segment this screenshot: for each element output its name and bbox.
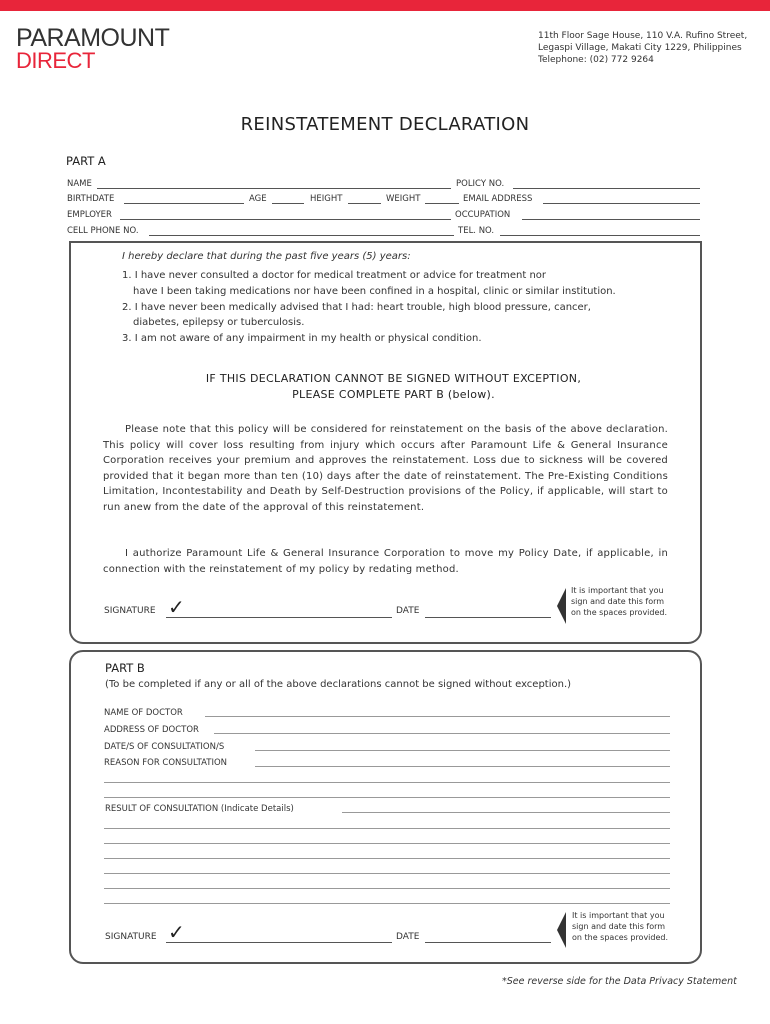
checkmark-icon: ✓ (168, 920, 185, 944)
company-address (538, 30, 747, 66)
part-b-subtitle: (To be completed if any or all of the above declarations cannot be signed without exception.) (105, 679, 572, 690)
declare-item-3: 3. I am not aware of any impairment in my health or physical condition. (122, 333, 482, 344)
tel-no-field[interactable] (500, 235, 700, 236)
sign-note-a-line-1: It is important that you (571, 586, 664, 595)
sign-note-b-line-3: on the spaces provided. (572, 933, 669, 942)
checkmark-icon: ✓ (168, 595, 185, 619)
declare-intro: I hereby declare that during the past five years (5) years: (122, 251, 411, 262)
consultation-reason-label: REASON FOR CONSULTATION (104, 758, 228, 768)
result-line-3[interactable] (104, 843, 670, 844)
employer-label: EMPLOYER (67, 210, 112, 220)
weight-label: WEIGHT (386, 194, 421, 204)
declare-item-1-cont: have I been taking medications nor have been confined in a hospital, clinic or similar institution. (133, 286, 616, 297)
birthdate-field[interactable] (124, 203, 244, 204)
part-b-heading: PART B (105, 661, 145, 675)
age-field[interactable] (272, 203, 304, 204)
exception-line-2: PLEASE COMPLETE PART B (below). (292, 388, 495, 401)
sign-note-b-line-1: It is important that you (572, 911, 665, 920)
result-line-6[interactable] (104, 888, 670, 889)
doctor-name-label: NAME OF DOCTOR (104, 708, 183, 718)
employer-field[interactable] (120, 219, 451, 220)
authorization-paragraph: I authorize Paramount Life & General Insurance Corporation to move my Policy Date, if applicable, in connection with the reinstatement of my policy by redating method. (103, 548, 668, 575)
height-field[interactable] (348, 203, 381, 204)
signature-label-a: SIGNATURE (104, 606, 156, 616)
doctor-address-field[interactable] (214, 733, 670, 734)
occupation-label: OCCUPATION (455, 210, 511, 220)
part-a-heading: PART A (66, 154, 106, 168)
coverage-paragraph: Please note that this policy will be considered for reinstatement on the basis of the above declaration. This policy will cover loss resulting from injury which occurs after Paramount Life & General Insurance Corporation receives your premium and approves the reinstatement. Loss due to sickness will be covered provided that it began more than ten (10) days after the date of reinstatement. The Pre-Existing Conditions Limitation, Incontestability and Death by Self-Destruction provisions of the Policy, if applicable, will start to run anew from the date of the approval of this reinstatement. (103, 424, 668, 513)
height-label: HEIGHT (310, 194, 343, 204)
policy-no-field[interactable] (513, 188, 700, 189)
sign-note-a (571, 585, 667, 618)
name-field[interactable] (97, 188, 451, 189)
result-line-2[interactable] (104, 828, 670, 829)
occupation-field[interactable] (522, 219, 700, 220)
date-label-b: DATE (396, 932, 420, 942)
email-field[interactable] (543, 203, 700, 204)
consultation-dates-field[interactable] (255, 750, 670, 751)
email-label: EMAIL ADDRESS (463, 194, 533, 204)
cell-phone-field[interactable] (149, 235, 454, 236)
footer-note: *See reverse side for the Data Privacy Statement (502, 976, 737, 987)
logo-paramount: PARAMOUNT (16, 24, 170, 52)
age-label: AGE (249, 194, 267, 204)
declare-item-2: 2. I have never been medically advised that I had: heart trouble, high blood pressure, cancer, (122, 302, 591, 313)
result-line-5[interactable] (104, 873, 670, 874)
top-accent-bar (0, 0, 770, 11)
date-field-a[interactable] (425, 617, 551, 618)
address-line-1: 11th Floor Sage House, 110 V.A. Rufino Street, (538, 31, 748, 41)
sign-note-a-line-3: on the spaces provided. (571, 608, 668, 617)
cell-phone-label: CELL PHONE NO. (67, 226, 139, 236)
page-title: REINSTATEMENT DECLARATION (240, 114, 530, 135)
pointer-arrow-icon (557, 912, 566, 948)
declare-item-1: 1. I have never consulted a doctor for medical treatment or advice for treatment nor (122, 270, 547, 281)
tel-no-label: TEL. NO. (458, 226, 495, 236)
address-line-3: Telephone: (02) 772 9264 (538, 55, 654, 65)
logo-direct: DIRECT (16, 48, 95, 73)
signature-label-b: SIGNATURE (105, 932, 157, 942)
date-label-a: DATE (396, 606, 420, 616)
weight-field[interactable] (425, 203, 459, 204)
reason-line-2[interactable] (104, 782, 670, 783)
signature-field-b[interactable] (166, 942, 392, 943)
result-label: RESULT OF CONSULTATION (Indicate Details) (105, 804, 294, 814)
sign-note-b (572, 910, 668, 943)
consultation-reason-field[interactable] (255, 766, 670, 767)
birthdate-label: BIRTHDATE (67, 194, 115, 204)
result-field[interactable] (342, 812, 670, 813)
name-label: NAME (67, 179, 92, 189)
policy-no-label: POLICY NO. (456, 179, 505, 189)
exception-line-1: IF THIS DECLARATION CANNOT BE SIGNED WITHOUT EXCEPTION, (205, 372, 582, 385)
doctor-name-field[interactable] (205, 716, 670, 717)
signature-field-a[interactable] (166, 617, 392, 618)
result-line-4[interactable] (104, 858, 670, 859)
reason-line-3[interactable] (104, 797, 670, 798)
address-line-2: Legaspi Village, Makati City 1229, Philippines (538, 43, 742, 53)
sign-note-b-line-2: sign and date this form (572, 922, 666, 931)
declare-item-2-cont: diabetes, epilepsy or tuberculosis. (133, 317, 305, 328)
result-line-7[interactable] (104, 903, 670, 904)
doctor-address-label: ADDRESS OF DOCTOR (104, 725, 199, 735)
sign-note-a-line-2: sign and date this form (571, 597, 665, 606)
consultation-dates-label: DATE/S OF CONSULTATION/S (104, 742, 225, 752)
pointer-arrow-icon (557, 588, 566, 624)
date-field-b[interactable] (425, 942, 551, 943)
